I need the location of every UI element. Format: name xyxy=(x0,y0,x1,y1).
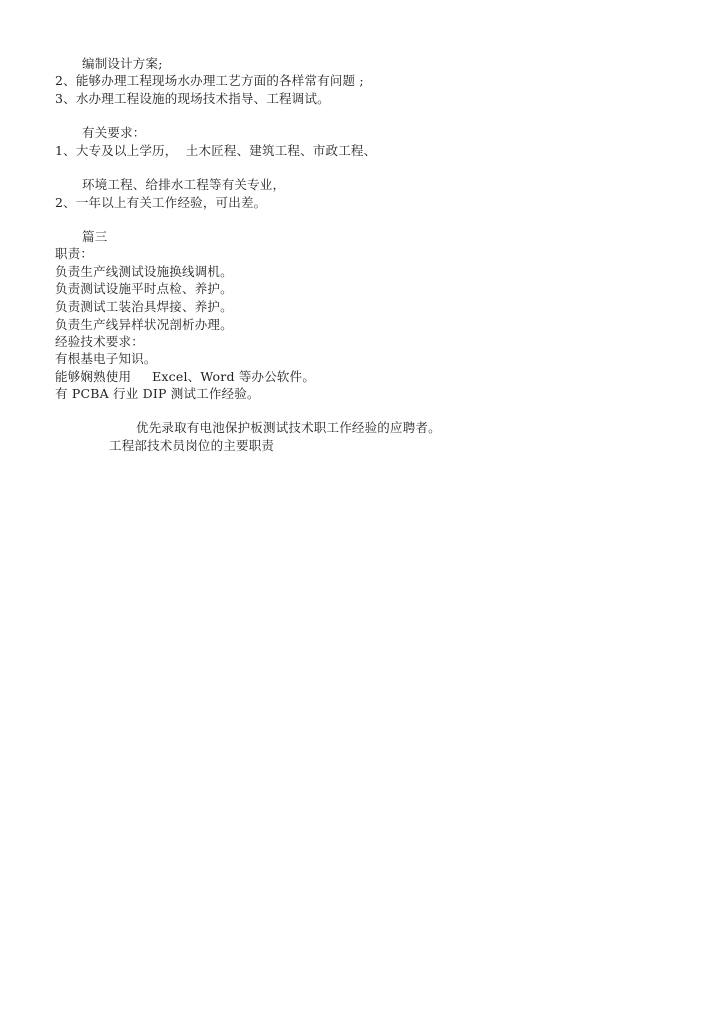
duty-line: 负责生产线测试设施换线调机。 xyxy=(55,264,233,279)
duty-item-2: 2、能够办理工程现场水办理工艺方面的各样常有问题 ; xyxy=(55,73,364,88)
duty-line: 负责测试设施平时点检、养护。 xyxy=(55,281,233,296)
duty-item-3: 3、水办理工程设施的现场技术指导、工程调试。 xyxy=(55,91,330,106)
experience-label: 经验技术要求： xyxy=(55,334,144,349)
experience-line: 能够娴熟使用 Excel、Word 等办公软件。 xyxy=(55,369,316,384)
preference-note: 优先录取有电池保护板测试技术职工作经验的应聘者。 xyxy=(136,420,441,435)
requirement-item-1-cont: 环境工程、给排水工程等有关专业， xyxy=(82,177,286,192)
section-plan-heading: 编制设计方案; xyxy=(82,56,163,71)
requirement-item-1: 1、大专及以上学历， 土木匠程、建筑工程、市政工程、 xyxy=(55,143,377,158)
experience-line: 有根基电子知识。 xyxy=(55,351,157,366)
experience-line: 有 PCBA 行业 DIP 测试工作经验。 xyxy=(55,386,260,401)
requirements-heading: 有关要求： xyxy=(82,125,146,140)
duties-label: 职责： xyxy=(55,246,94,261)
next-section-title: 工程部技术员岗位的主要职责 xyxy=(109,438,275,453)
duty-line: 负责测试工装治具焊接、养护。 xyxy=(55,299,233,314)
chapter-heading: 篇三 xyxy=(82,229,108,244)
requirement-item-2: 2、一年以上有关工作经验，可出差。 xyxy=(55,195,267,210)
duty-line: 负责生产线异样状况剖析办理。 xyxy=(55,317,233,332)
